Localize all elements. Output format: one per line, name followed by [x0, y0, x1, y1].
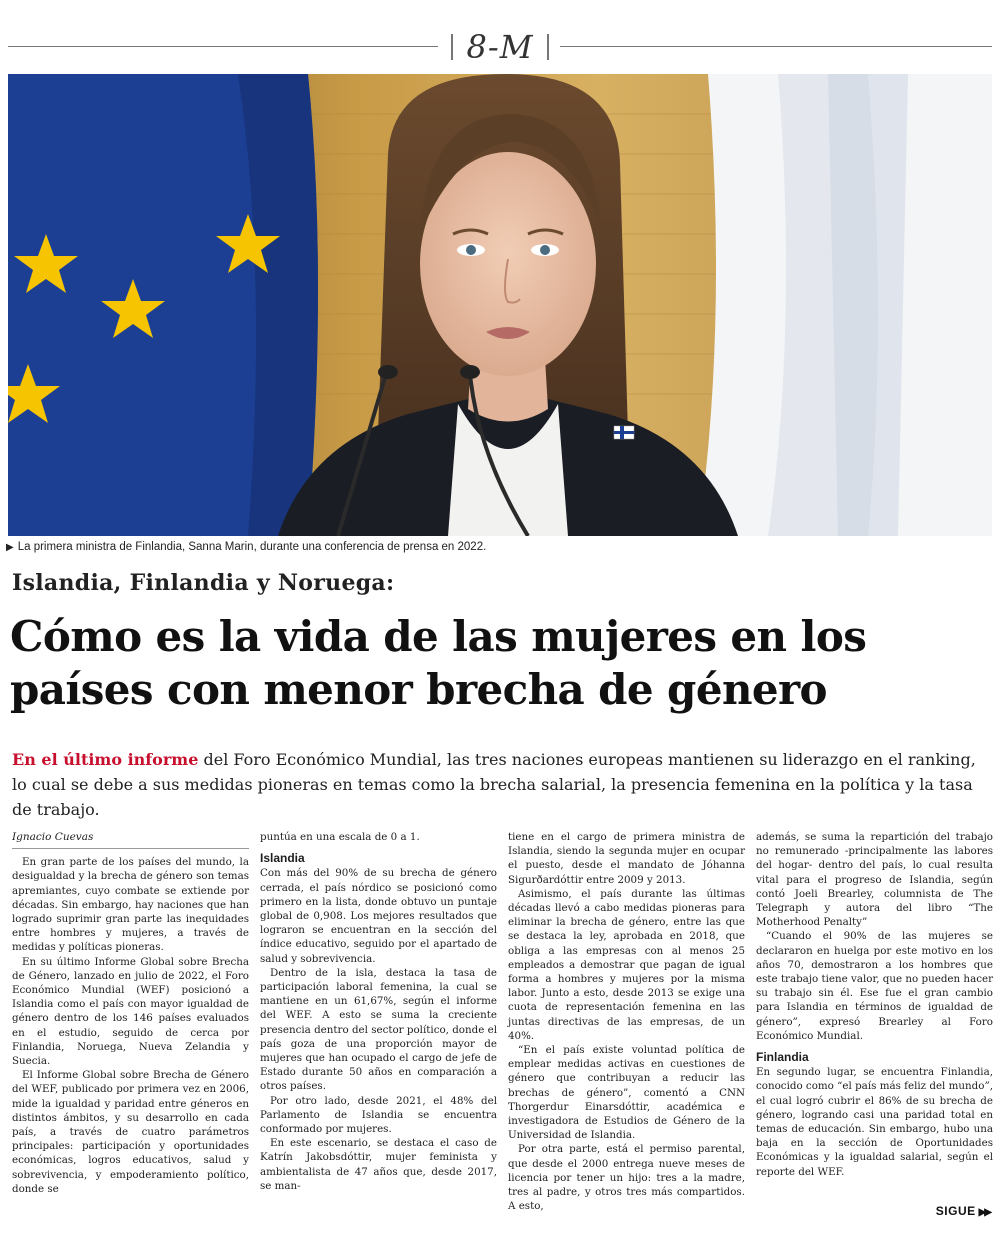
paragraph: tiene en el cargo de primera ministra de Islandia, siendo la segunda mujer en ocupar el puesto, desde el mandato de Jóhanna Sigurðardóttir entre 2009 y 2013.: [508, 831, 745, 886]
paragraph: Dentro de la isla, destaca la tasa de participación laboral femenina, la cual se mantiene en un 61,67%, según el informe del WEF. A esto se suma la creciente presencia dentro del sector político, donde el país goza de una proporción mayor de mujeres que han ocupado el cargo de jefe de Estado durante 50 años en comparación a otros países.: [260, 966, 497, 1093]
continue-marker: [936, 1204, 990, 1218]
paragraph: “En el país existe voluntad política de emplear medidas activas en cuestiones de género que contribuyan a reducir las brechas de género”, comentó a CNN Thorgerdur Einarsdóttir, académica e investigadora de Estudios de Género de la Universidad de Islandia.: [508, 1044, 745, 1142]
paragraph: Con más del 90% de su brecha de género cerrada, el país nórdico se posicionó como primero en la lista, donde obtuvo un puntaje global de 0,908. Los mejores resultados que lograron se encuentran en la sección del índice educativo, seguido por el apartado de salud y sobrevivencia.: [260, 867, 497, 965]
photo-caption: [6, 541, 986, 553]
header-bar-right: [547, 34, 549, 60]
paragraph: además, se suma la repartición del trabajo no remunerado -principalmente las labores del hogar- dentro del país, lo cual resulta vital para el progreso de Islandia, según contó Joeli Brearley, columnista de The Telegraph y autora del libro “The Motherhood Penalty”: [756, 831, 993, 929]
section-label: 8-M: [466, 28, 534, 66]
article-photo: [8, 74, 992, 536]
body-column-2: [260, 830, 497, 1193]
body-column-3: [508, 830, 745, 1213]
paragraph: En su último Informe Global sobre Brecha de Género, lanzado en julio de 2022, el Foro Económico Mundial (WEF) posicionó a Islandia como el país con mayor igualdad de género dentro de los 146 países evaluados en el estudio, seguido de cerca por Finlandia, Noruega, Nueva Zelandia y Suecia.: [12, 955, 249, 1068]
article-headline: Cómo es la vida de las mujeres en los países con menor brecha de género: [10, 612, 867, 714]
caption-text: La primera ministra de Finlandia, Sanna Marin, durante una conferencia de prensa en 2022.: [17, 541, 487, 553]
sigue-label: SIGUE: [935, 1204, 976, 1218]
photo-illustration: [8, 74, 992, 536]
article-kicker: Islandia, Finlandia y Noruega:: [12, 570, 395, 596]
subheading-islandia: Islandia: [260, 851, 305, 866]
paragraph: En este escenario, se destaca el caso de Katrín Jakobsdóttir, mujer feminista y ambientalista de 47 años que, desde 2017, se man-: [260, 1137, 497, 1192]
deck-text: del Foro Económico Mundial, las tres naciones europeas mantienen su liderazgo en el ranking, lo cual se debe a sus medidas pioneras en temas como la brecha salarial, la presencia femenina en la política y la tasa de trabajo.: [12, 750, 976, 819]
byline: Ignacio Cuevas: [12, 830, 249, 849]
subheading-finlandia: Finlandia: [756, 1050, 809, 1065]
paragraph: En segundo lugar, se encuentra Finlandia, conocido como “el país más feliz del mundo”, el cual logró cubrir el 86% de su brecha de género, logrando casi una paridad total en temas de educación. Sin embargo, hubo una baja en la sección de Oportunidades Económicas y la igualdad salarial, según el reporte del WEF.: [756, 1066, 993, 1178]
triangle-right-icon: ▶: [6, 542, 14, 553]
paragraph: puntúa en una escala de 0 a 1.: [260, 831, 420, 843]
paragraph: Por otra parte, está el permiso parental, que desde el 2000 entrega nueve meses de licencia por tener un hijo: tres a la madre, tres al padre, y otros tres más compartidos. A esto,: [508, 1143, 745, 1213]
paragraph: Asimismo, el país durante las últimas décadas llevó a cabo medidas pioneras para eliminar la brecha de género, entre las que se destaca la ley, aprobada en 2018, que obliga a las empresas con al menos 25 empleados a demostrar que pagan de igual forma a hombres y mujeres por la misma labor. Junto a esto, desde 2013 se exige una cuota de representación femenina en las juntas directivas de las empresas, de un 40%.: [508, 887, 745, 1042]
paragraph: Por otro lado, desde 2021, el 48% del Parlamento de Islandia se encuentra conformado por mujeres.: [260, 1094, 497, 1136]
header-rule-right: [560, 46, 992, 47]
paragraph: En gran parte de los países del mundo, la desigualdad y la brecha de género son temas apremiantes, cuyo combate se extiende por décadas. Sin embargo, hay naciones que han logrado suprimir gran parte las inequidades entre hombres y mujeres, a través de medidas y políticas pioneras.: [12, 856, 249, 954]
article-deck: [12, 747, 987, 822]
header-rule-left: [8, 46, 438, 47]
paragraph: “Cuando el 90% de las mujeres se declararon en huelga por este motivo en los años 70, demostraron a los hombres que este trabajo tiene valor, que no pueden hacer su trabajo sin él. Ese fue el gran cambio para Islandia en términos de igualdad de género”, expresó Brearley al Foro Económico Mundial.: [756, 930, 993, 1042]
body-column-1: [12, 830, 249, 1196]
deck-lead: En el último informe: [12, 750, 199, 769]
double-arrow-right-icon: ▶▶: [978, 1207, 990, 1218]
header-bar-left: [451, 34, 453, 60]
section-header: [8, 28, 992, 66]
body-column-4: [756, 830, 993, 1179]
paragraph: El Informe Global sobre Brecha de Género del WEF, publicado por primera vez en 2006, mide la igualdad y paridad entre géneros en distintos ámbitos, y su desarrollo en cada país, a través de cuatro parámetros principales: participación y oportunidades económicas, logros educativos, salud y sobrevivencia, y empoderamiento político, donde se: [12, 1069, 249, 1195]
